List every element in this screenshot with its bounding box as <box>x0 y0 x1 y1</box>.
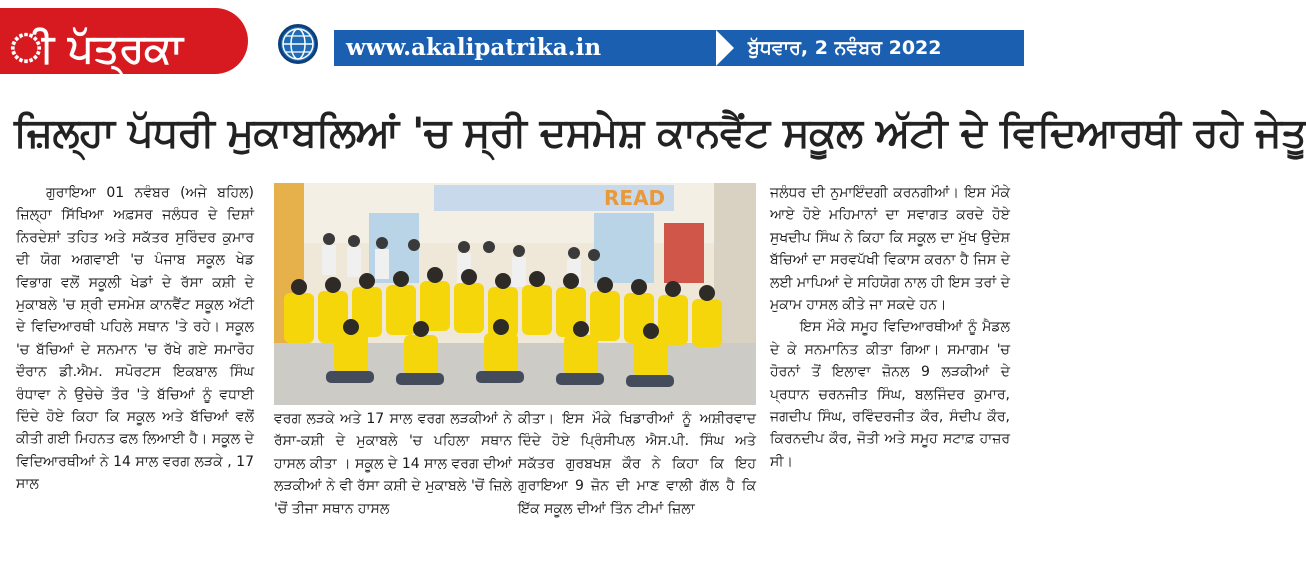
globe-icon <box>278 24 318 64</box>
column-3-text: ਕੀਤਾ। ਇਸ ਮੌਕੇ ਖਿਡਾਰੀਆਂ ਨੂੰ ਅਸ਼ੀਰਵਾਦ ਦਿੰਦੇ ਹੋਏ ਪ੍ਰਿੰਸੀਪਲ ਐਸ.ਪੀ. ਸਿੰਘ ਅਤੇ ਸਕੱਤਰ ਗੁਰਬਖਸ਼ ਕੌਰ ਨੇ ਕਿਹਾ ਕਿ ਇਹ ਗੁਰਾਇਆ 9 ਜ਼ੋਨ ਦੀ ਮਾਣ ਵਾਲੀ ਗੱਲ ਹੈ ਕਿ ਇੱਕ ਸਕੂਲ ਦੀਆਂ ਤਿੰਨ ਟੀਮਾਂ ਜ਼ਿਲਾ <box>518 411 756 517</box>
masthead <box>0 0 1024 82</box>
article-column-4 <box>770 182 1010 554</box>
article-column-3 <box>518 408 756 558</box>
article-photo <box>274 183 756 405</box>
column-4-paragraph-1: ਜਲੰਧਰ ਦੀ ਨੁਮਾਇੰਦਗੀ ਕਰਨਗੀਆਂ। ਇਸ ਮੌਕੇ ਆਏ ਹੋਏ ਮਹਿਮਾਨਾਂ ਦਾ ਸਵਾਗਤ ਕਰਦੇ ਹੋਏ ਸੁਖਦੀਪ ਸਿੰਘ ਨੇ ਕਿਹਾ ਕਿ ਸਕੂਲ ਦਾ ਮੁੱਖ ਉਦੇਸ਼ ਬੱਚਿਆਂ ਦਾ ਸਰਵਪੱਖੀ ਵਿਕਾਸ ਕਰਨਾ ਹੈ ਜਿਸ ਦੇ ਲਈ ਮਾਪਿਆਂ ਦੇ ਸਹਿਯੋਗ ਨਾਲ ਹੀ ਇਸ ਤਰਾਂ ਦੇ ਮੁਕਾਮ ਹਾਸਲ ਕੀਤੇ ਜਾ ਸਕਦੇ ਹਨ। <box>770 185 1010 314</box>
logo-text: ੀ ਪੱਤ੍ਰਕਾ <box>10 26 183 72</box>
article-column-1 <box>16 182 254 554</box>
article-column-2 <box>274 408 512 558</box>
band-separator <box>716 30 734 66</box>
issue-date: ਬੁੱਧਵਾਰ, 2 ਨਵੰਬਰ 2022 <box>748 37 942 59</box>
site-url[interactable]: www.akalipatrika.in <box>346 34 602 61</box>
column-4-paragraph-2: ਇਸ ਮੌਕੇ ਸਮੂਹ ਵਿਦਿਆਰਥੀਆਂ ਨੂੰ ਮੈਡਲ ਦੇ ਕੇ ਸਨਮਾਨਿਤ ਕੀਤਾ ਗਿਆ। ਸਮਾਗਮ 'ਚ ਹੋਰਨਾਂ ਤੋਂ ਇਲਾਵਾ ਜ਼ੋਨਲ 9 ਲੜਕੀਆਂ ਦੇ ਪ੍ਰਧਾਨ ਚਰਨਜੀਤ ਸਿੰਘ, ਬਲਜਿੰਦਰ ਕੁਮਾਰ, ਜਗਦੀਪ ਸਿੰਘ, ਰਵਿੰਦਰਜੀਤ ਕੌਰ, ਸੰਦੀਪ ਕੌਰ, ਕਿਰਨਦੀਪ ਕੌਰ, ਜੋਤੀ ਅਤੇ ਸਮੂਹ ਸਟਾਫ਼ ਹਾਜ਼ਰ ਸੀ। <box>770 319 1010 470</box>
column-1-text: ਗੁਰਾਇਆ 01 ਨਵੰਬਰ (ਅਜੇ ਬਹਿਲ) ਜ਼ਿਲ੍ਹਾ ਸਿੱਖਿਆ ਅਫ਼ਸਰ ਜਲੰਧਰ ਦੇ ਦਿਸ਼ਾਂ ਨਿਰਦੇਸ਼ਾਂ ਤਹਿਤ ਅਤੇ ਸਕੱਤਰ ਸੁਰਿੰਦਰ ਕੁਮਾਰ ਦੀ ਯੋਗ ਅਗਵਾਈ 'ਚ ਪੰਜਾਬ ਸਕੂਲ ਖੇਡ ਵਿਭਾਗ ਵਲੋਂ ਸਕੂਲੀ ਖੇਡਾਂ ਦੇ ਰੱਸਾ ਕਸ਼ੀ ਦੇ ਮੁਕਾਬਲੇ 'ਚ ਸ਼੍ਰੀ ਦਸਮੇਸ਼ ਕਾਨਵੈਂਟ ਸਕੂਲ ਅੱਟੀ ਦੇ ਵਿਦਿਆਰਥੀ ਪਹਿਲੇ ਸਥਾਨ 'ਤੇ ਰਹੇ। ਸਕੂਲ 'ਚ ਬੱਚਿਆਂ ਦੇ ਸਨਮਾਨ 'ਚ ਰੱਖੇ ਗਏ ਸਮਾਰੋਹ ਦੌਰਾਨ ਡੀ.ਐਮ. ਸਪੋਰਟਸ ਇਕਬਾਲ ਸਿੰਘ ਰੰਧਾਵਾ ਨੇ ਉਚੇਚੇ ਤੌਰ 'ਤੇ ਬੱਚਿਆਂ ਨੂੰ ਵਧਾਈ ਦਿੰਦੇ ਹੋਏ ਕਿਹਾ ਕਿ ਸਕੂਲ ਅਤੇ ਬੱਚਿਆਂ ਵਲੋਂ ਕੀਤੀ ਗਈ ਮਿਹਨਤ ਫਲ ਲਿਆਈ ਹੈ। ਸਕੂਲ ਦੇ ਵਿਦਿਆਰਥੀਆਂ ਨੇ 14 ਸਾਲ ਵਰਗ ਲੜਕੇ , 17 ਸਾਲ <box>16 185 254 493</box>
column-2-text: ਵਰਗ ਲੜਕੇ ਅਤੇ 17 ਸਾਲ ਵਰਗ ਲੜਕੀਆਂ ਨੇ ਰੱਸਾ-ਕਸ਼ੀ ਦੇ ਮੁਕਾਬਲੇ 'ਚ ਪਹਿਲਾ ਸਥਾਨ ਹਾਸਲ ਕੀਤਾ । ਸਕੂਲ ਦੇ 14 ਸਾਲ ਵਰਗ ਦੀਆਂ ਲੜਕੀਆਂ ਨੇ ਵੀ ਰੱਸਾ ਕਸ਼ੀ ਦੇ ਮੁਕਾਬਲੇ 'ਚੋਂ ਜ਼ਿਲੇ 'ਚੋਂ ਤੀਜਾ ਸਥਾਨ ਹਾਸਲ <box>274 411 512 517</box>
group-photo-illustration <box>274 183 756 405</box>
logo-banner <box>0 8 248 74</box>
article-headline: ਜ਼ਿਲ੍ਹਾ ਪੱਧਰੀ ਮੁਕਾਬਲਿਆਂ 'ਚ ਸ੍ਰੀ ਦਸਮੇਸ਼ ਕਾਨਵੈਂਟ ਸਕੂਲ ਅੱਟੀ ਦੇ ਵਿਦਿਆਰਥੀ ਰਹੇ ਜੇਤੂ <box>14 110 1306 156</box>
photo-banner-text: READ <box>604 186 666 210</box>
